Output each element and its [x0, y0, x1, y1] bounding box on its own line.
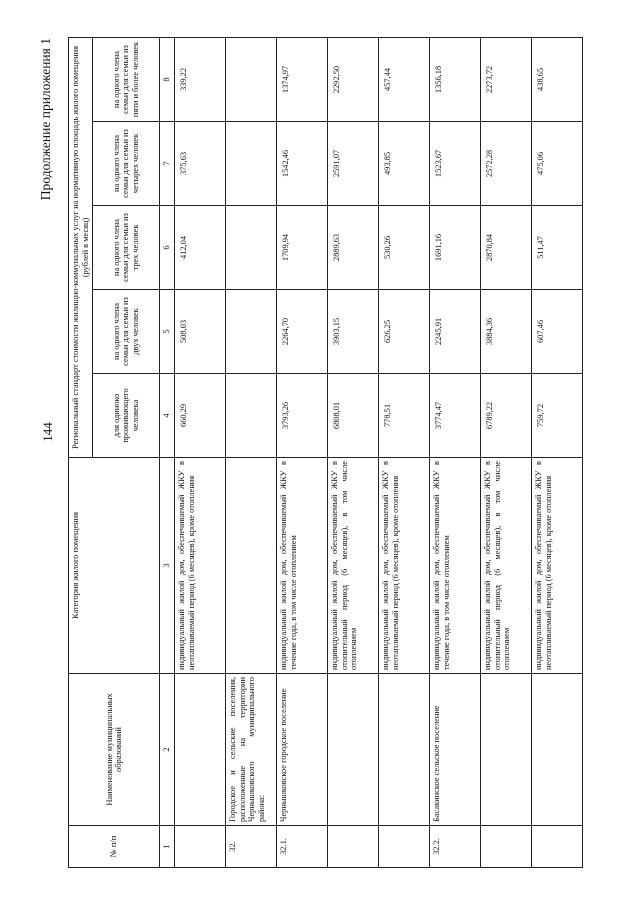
column-number: 7 — [160, 122, 175, 206]
municipality-name — [480, 674, 531, 826]
table-row — [174, 38, 225, 868]
value-single: 3793,26 — [276, 374, 327, 458]
municipality-name — [327, 674, 378, 826]
value-family-2 — [225, 290, 276, 374]
row-number — [531, 826, 582, 868]
column-numbers-row — [160, 38, 175, 868]
value-family-2: 3903,15 — [327, 290, 378, 374]
row-number — [480, 826, 531, 868]
value-family-3: 1709,94 — [276, 206, 327, 290]
value-family-4: 1523,67 — [429, 122, 480, 206]
value-family-5plus: 457,44 — [378, 38, 429, 122]
column-number: 4 — [160, 374, 175, 458]
value-family-2: 2245,91 — [429, 290, 480, 374]
table-row — [531, 38, 582, 868]
value-single: 778,51 — [378, 374, 429, 458]
housing-category: индивидуальный жилой дом, обеспечиваемый ЖКУ в неотапливаемый период (6 месяцев), кроме отопления — [531, 458, 582, 674]
value-family-3: 1691,16 — [429, 206, 480, 290]
value-family-4: 475,06 — [531, 122, 582, 206]
table-row — [225, 38, 276, 868]
housing-category: индивидуальный жилой дом, обеспечиваемый ЖКУ в течение года, в том числе отоплением — [276, 458, 327, 674]
value-family-3: 2889,63 — [327, 206, 378, 290]
value-family-5plus — [225, 38, 276, 122]
value-family-5plus: 1374,97 — [276, 38, 327, 122]
value-family-5plus: 339,22 — [174, 38, 225, 122]
tariff-table — [68, 37, 583, 868]
value-family-4: 375,63 — [174, 122, 225, 206]
value-family-4: 493,85 — [378, 122, 429, 206]
housing-category: индивидуальный жилой дом, обеспечиваемый ЖКУ в отопительный период (6 месяцев), в том числе отоплением — [327, 458, 378, 674]
housing-category: индивидуальный жилой дом, обеспечиваемый ЖКУ в течение года, в том числе отоплением — [429, 458, 480, 674]
value-family-2: 2264,70 — [276, 290, 327, 374]
row-number — [327, 826, 378, 868]
value-family-5plus: 1356,18 — [429, 38, 480, 122]
header-num: № п/п — [69, 826, 160, 868]
column-number: 3 — [160, 458, 175, 674]
header-category: Категория жилого помещения — [69, 458, 160, 674]
municipality-name — [378, 674, 429, 826]
value-family-3: 2870,84 — [480, 206, 531, 290]
municipality-name — [174, 674, 225, 826]
housing-category — [225, 458, 276, 674]
row-number: 32.2. — [429, 826, 480, 868]
municipality-name: Городское и сельские поселения, расположенные на территории Чернышковского муниципального района: — [225, 674, 276, 826]
housing-category: индивидуальный жилой дом, обеспечиваемый ЖКУ в неотапливаемый период (6 месяцев), кроме отопления — [174, 458, 225, 674]
value-family-4: 1542,46 — [276, 122, 327, 206]
value-family-2: 626,25 — [378, 290, 429, 374]
municipality-name — [531, 674, 582, 826]
value-single — [225, 374, 276, 458]
column-number: 8 — [160, 38, 175, 122]
value-single: 759,72 — [531, 374, 582, 458]
column-number: 5 — [160, 290, 175, 374]
value-single: 3774,47 — [429, 374, 480, 458]
table-row — [378, 38, 429, 868]
header-col7: на одного члена семьи для семьи из четырех человек — [93, 122, 160, 206]
row-number — [174, 826, 225, 868]
appendix-title: Продолжение приложения 1 — [38, 38, 53, 201]
table-row — [327, 38, 378, 868]
row-number: 32. — [225, 826, 276, 868]
value-family-5plus: 2292,50 — [327, 38, 378, 122]
header-col5: на одного члена семьи для семьи из двух человек — [93, 290, 160, 374]
value-family-3: 530,26 — [378, 206, 429, 290]
value-single: 6808,01 — [327, 374, 378, 458]
value-family-2: 607,46 — [531, 290, 582, 374]
value-family-4 — [225, 122, 276, 206]
housing-category: индивидуальный жилой дом, обеспечиваемый ЖКУ в неотапливаемый период (6 месяцев), кроме отопления — [378, 458, 429, 674]
value-family-4: 2591,07 — [327, 122, 378, 206]
value-family-5plus: 2273,72 — [480, 38, 531, 122]
value-family-5plus: 438,65 — [531, 38, 582, 122]
value-family-3 — [225, 206, 276, 290]
value-family-2: 3884,36 — [480, 290, 531, 374]
value-family-2: 508,03 — [174, 290, 225, 374]
table-row — [276, 38, 327, 868]
housing-category: индивидуальный жилой дом, обеспечиваемый ЖКУ в отопительный период (6 месяцев), в том числе отоплением — [480, 458, 531, 674]
column-number: 6 — [160, 206, 175, 290]
header-name: Наименование муниципальных образований — [69, 674, 160, 826]
table-row — [429, 38, 480, 868]
row-number — [378, 826, 429, 868]
municipality-name: Чернышковское городское поселение — [276, 674, 327, 826]
column-number: 2 — [160, 674, 175, 826]
value-single: 660,29 — [174, 374, 225, 458]
value-family-4: 2572,28 — [480, 122, 531, 206]
value-family-3: 412,04 — [174, 206, 225, 290]
header-col6: на одного члена семьи для семьи из трех человек — [93, 206, 160, 290]
value-single: 6789,22 — [480, 374, 531, 458]
value-family-3: 511,47 — [531, 206, 582, 290]
municipality-name: Басакинское сельское поселение — [429, 674, 480, 826]
table-row — [480, 38, 531, 868]
header-standard: Региональный стандарт стоимости жилищно-коммунальных услуг на нормативную площадь жилого помещения (рублей в месяц) — [69, 38, 93, 458]
row-number: 32.1. — [276, 826, 327, 868]
header-col8: на одного члена семьи для семьи из пяти и более человек — [93, 38, 160, 122]
page-number: 144 — [40, 422, 55, 442]
header-col4: для одиноко проживающего человека — [93, 374, 160, 458]
column-number: 1 — [160, 826, 175, 868]
